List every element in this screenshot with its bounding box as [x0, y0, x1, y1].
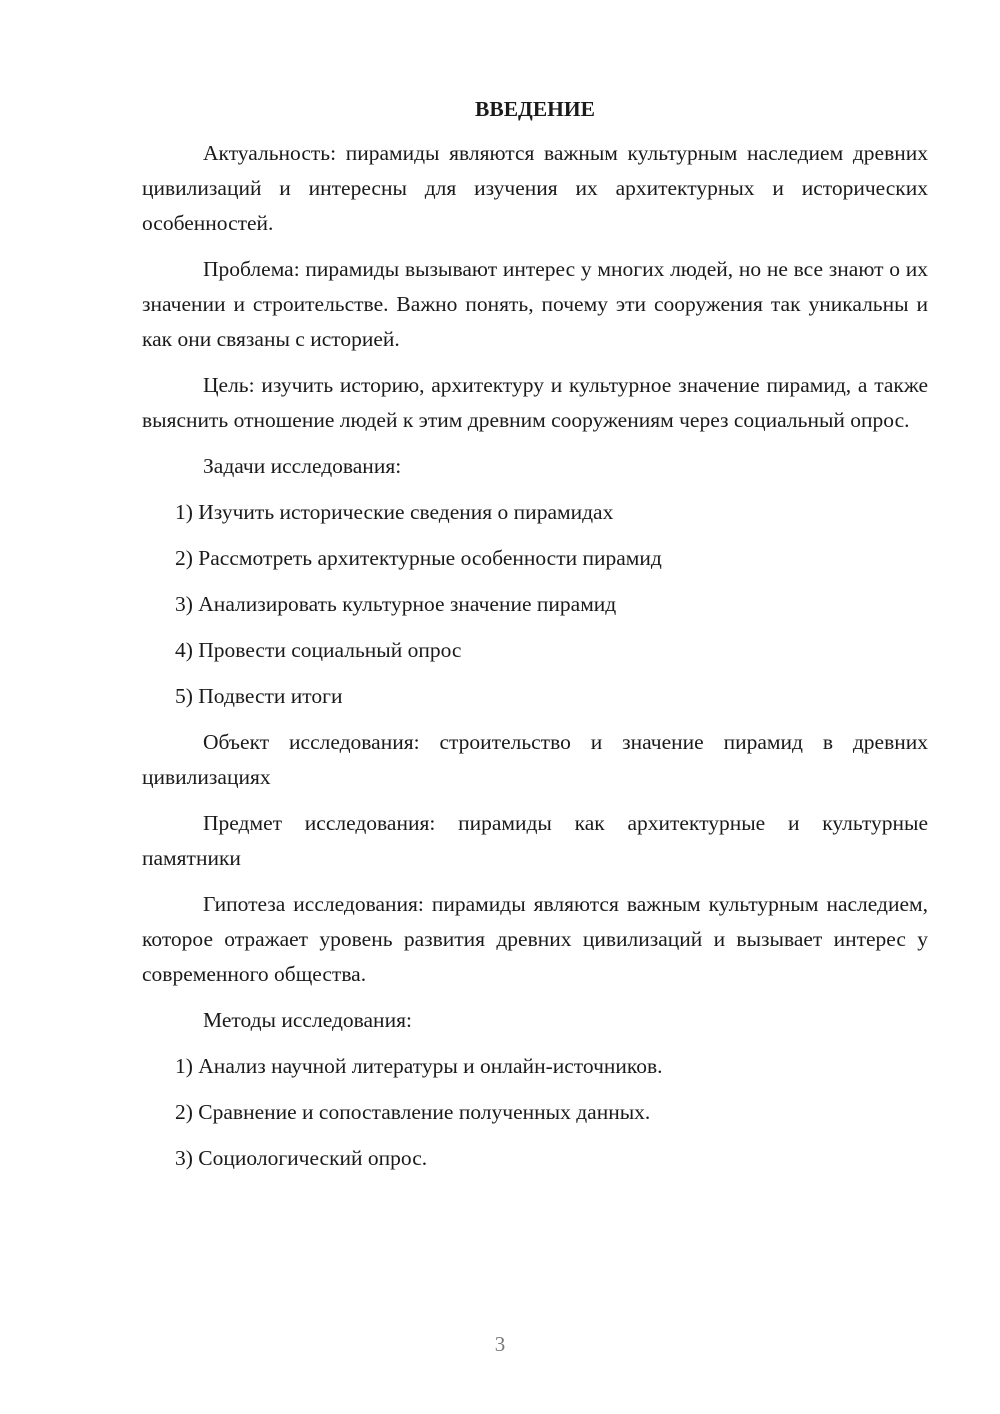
- method-item: 1) Анализ научной литературы и онлайн-источников.: [175, 1054, 663, 1078]
- section-title: ВВЕДЕНИЕ: [475, 97, 595, 121]
- task-item: 3) Анализировать культурное значение пирамид: [175, 592, 617, 616]
- document-page: [142, 92, 928, 1187]
- goal-paragraph: Цель: изучить историю, архитектуру и культурное значение пирамид, а также выяснить отношение людей к этим древним сооружениям через социальный опрос.: [142, 373, 928, 432]
- task-item: 5) Подвести итоги: [175, 684, 343, 708]
- method-item: 3) Социологический опрос.: [175, 1146, 428, 1170]
- page-number: 3: [494, 1332, 506, 1356]
- method-item: 2) Сравнение и сопоставление полученных данных.: [175, 1100, 651, 1124]
- task-item: 2) Рассмотреть архитектурные особенности пирамид: [175, 546, 662, 570]
- task-item: 1) Изучить исторические сведения о пирамидах: [175, 500, 614, 524]
- tasks-heading: Задачи исследования:: [203, 454, 402, 478]
- task-item: 4) Провести социальный опрос: [175, 638, 462, 662]
- hypothesis-paragraph: Гипотеза исследования: пирамиды являются важным культурным наследием, которое отражает уровень развития древних цивилизаций и вызывает интерес у современного общества.: [142, 892, 928, 986]
- subject-paragraph: Предмет исследования: пирамиды как архитектурные и культурные памятники: [142, 811, 928, 870]
- relevance-paragraph: Актуальность: пирамиды являются важным культурным наследием древних цивилизаций и интересны для изучения их архитектурных и исторических особенностей.: [142, 141, 928, 235]
- object-paragraph: Объект исследования: строительство и значение пирамид в древних цивилизациях: [142, 730, 928, 789]
- methods-heading: Методы исследования:: [203, 1008, 412, 1032]
- problem-paragraph: Проблема: пирамиды вызывают интерес у многих людей, но не все знают о их значении и строительстве. Важно понять, почему эти сооружения так уникальны и как они связаны с историей.: [142, 257, 928, 351]
